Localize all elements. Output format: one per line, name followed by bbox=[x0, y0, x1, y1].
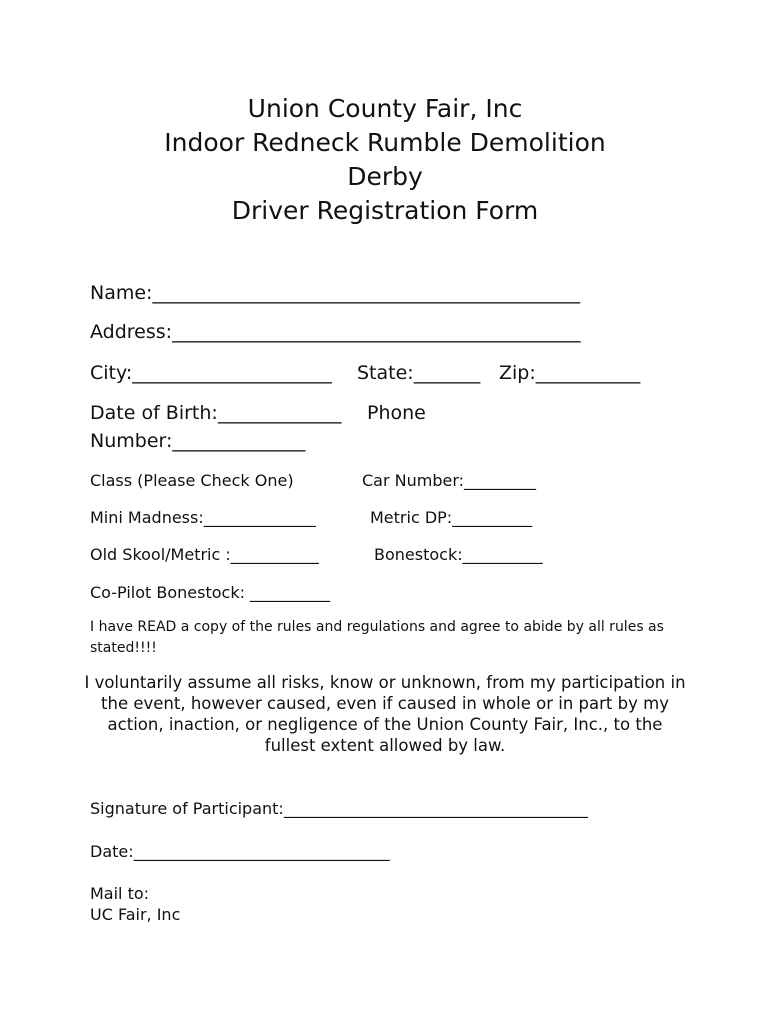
mini-madness-field[interactable]: Mini Madness:______________ bbox=[90, 508, 316, 527]
rules-acknowledgement: I have READ a copy of the rules and regulations and agree to abide by all rules as stated!!!! bbox=[90, 619, 664, 656]
state-field[interactable]: State:_______ bbox=[357, 362, 481, 384]
phone-number-field[interactable]: Number:______________ bbox=[90, 430, 306, 452]
mail-to-label: Mail to: bbox=[90, 884, 150, 903]
date-field[interactable]: Date:________________________________ bbox=[90, 842, 390, 861]
signature-field[interactable]: Signature of Participant:______________________________________ bbox=[90, 799, 588, 818]
name-field[interactable]: Name:_____________________________________________ bbox=[90, 282, 580, 304]
bonestock-field[interactable]: Bonestock:__________ bbox=[374, 545, 543, 564]
phone-label: Phone bbox=[367, 402, 426, 424]
liability-waiver: I voluntarily assume all risks, know or unknown, from my participation in the event, however caused, even if caused in whole or in part by my action, inaction, or negligence of the Union County Fair, Inc., to the fullest extent allowed by law. bbox=[84, 673, 686, 755]
form-title-document: Driver Registration Form bbox=[231, 196, 539, 225]
class-heading: Class (Please Check One) bbox=[90, 471, 294, 490]
co-pilot-bonestock-field[interactable]: Co-Pilot Bonestock: __________ bbox=[90, 583, 331, 602]
form-title-event-cont: Derby bbox=[347, 162, 423, 191]
metric-dp-field[interactable]: Metric DP:__________ bbox=[370, 508, 533, 527]
car-number-field[interactable]: Car Number:_________ bbox=[362, 471, 537, 490]
date-of-birth-field[interactable]: Date of Birth:_____________ bbox=[90, 402, 342, 424]
mail-to-recipient: UC Fair, Inc bbox=[90, 905, 181, 924]
form-title-organization: Union County Fair, Inc bbox=[247, 94, 523, 123]
city-field[interactable]: City:_____________________ bbox=[90, 362, 332, 384]
form-title-event: Indoor Redneck Rumble Demolition bbox=[164, 128, 606, 157]
old-skool-metric-field[interactable]: Old Skool/Metric :___________ bbox=[90, 545, 319, 564]
address-field[interactable]: Address:___________________________________________ bbox=[90, 321, 581, 343]
zip-field[interactable]: Zip:___________ bbox=[499, 362, 641, 384]
